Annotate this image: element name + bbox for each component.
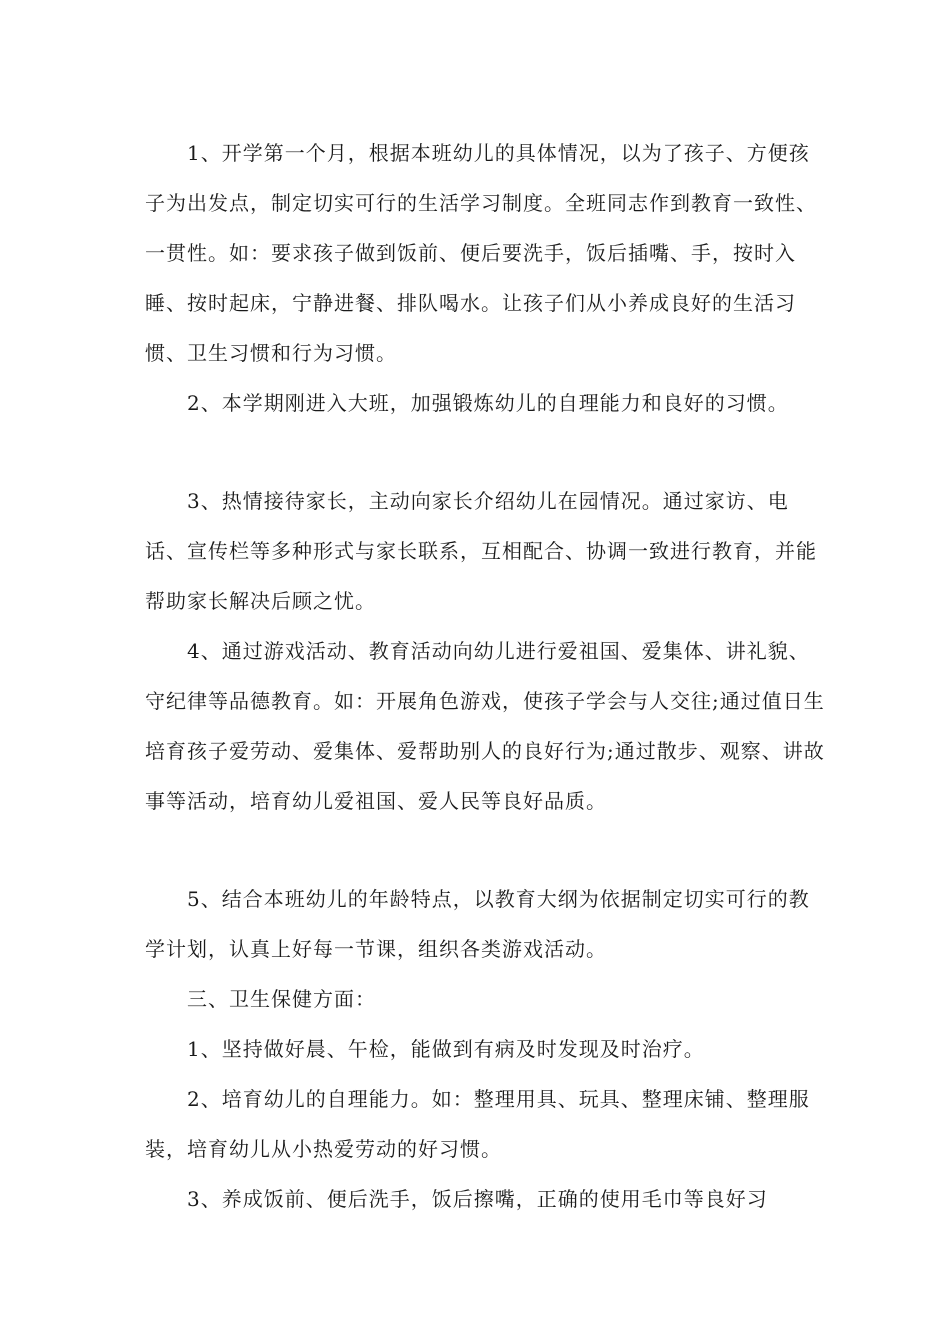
paragraph-hygiene-1: 1、坚持做好晨、午检，能做到有病及时发现及时治疗。 (187, 1037, 705, 1061)
document-body (145, 128, 825, 1224)
paragraph-hygiene-2: 2、培育幼儿的自理能力。如：整理用具、玩具、整理床铺、整理服装，培育幼儿从小热爱劳动的好习惯。 (145, 1087, 810, 1161)
paragraph-gap (145, 826, 825, 874)
paragraph-4: 4、通过游戏活动、教育活动向幼儿进行爱祖国、爱集体、讲礼貌、守纪律等品德教育。如：开展角色游戏，使孩子学会与人交往;通过值日生培育孩子爱劳动、爱集体、爱帮助别人的良好行为;通过散步、观察、讲故事等活动，培育幼儿爱祖国、爱人民等良好品质。 (145, 639, 825, 813)
section-heading-hygiene: 三、卫生保健方面： (187, 987, 376, 1011)
paragraph-2: 2、本学期刚进入大班，加强锻炼幼儿的自理能力和良好的习惯。 (187, 391, 789, 415)
paragraph-5: 5、结合本班幼儿的年龄特点，以教育大纲为依据制定切实可行的教学计划，认真上好每一节课，组织各类游戏活动。 (145, 887, 810, 961)
paragraph-1: 1、开学第一个月，根据本班幼儿的具体情况，以为了孩子、方便孩子为出发点，制定切实可行的生活学习制度。全班同志作到教育一致性、一贯性。如：要求孩子做到饭前、便后要洗手，饭后插嘴、手，按时入睡、按时起床，宁静进餐、排队喝水。让孩子们从小养成良好的生活习惯、卫生习惯和行为习惯。 (145, 141, 817, 365)
paragraph-gap (145, 428, 825, 476)
paragraph-hygiene-3: 3、养成饭前、便后洗手，饭后擦嘴，正确的使用毛巾等良好习 (187, 1187, 768, 1211)
paragraph-3: 3、热情接待家长，主动向家长介绍幼儿在园情况。通过家访、电话、宣传栏等多种形式与家长联系，互相配合、协调一致进行教育，并能帮助家长解决后顾之忧。 (145, 489, 817, 613)
